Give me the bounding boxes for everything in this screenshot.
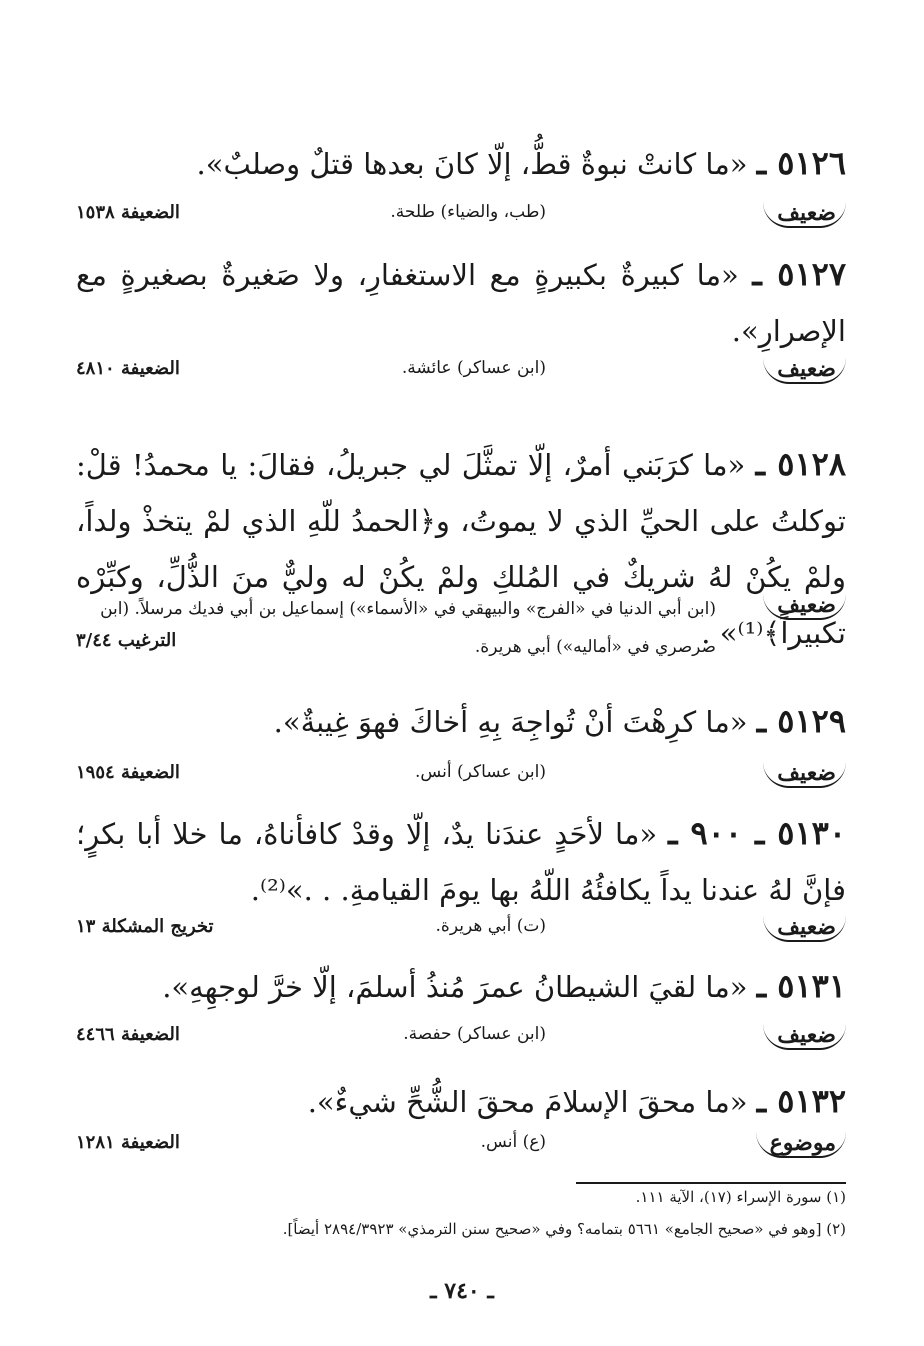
grade-label: ضعيف [763,592,846,620]
hadith-entry [76,693,846,750]
footnote-divider [576,1182,846,1184]
reference: الضعيفة ٤٨١٠ [76,358,180,379]
source-row [76,758,846,802]
hadith-number: ٥١٢٧ ـ [752,255,847,293]
footnote: (١) سورة الإسراء (١٧)، الآية ١١١. [635,1188,846,1206]
hadith-text: «ما محقَ الإسلامَ محقَ الشُّحِّ شيءٌ». [307,1085,748,1119]
source-row [76,354,846,398]
reference: الضعيفة ١٩٥٤ [76,762,180,783]
hadith-number: ٥١٣١ ـ [756,967,846,1005]
hadith-text: «ما لأحَدٍ عندَنا يدٌ، إلّا وقدْ كافأناهُ، ما خلا أبا بكرٍ؛ فإنَّ لهُ عندنا يداً يكافئُهُ اللّهُ بها يومَ القيامةِ. . .»⁽²⁾. [76,817,846,907]
hadith-entry [76,135,846,192]
source-text: (ع) أنس. [480,1132,546,1152]
hadith-text: «ما كانتْ نبوةٌ قطُّ، إلّا كانَ بعدها قتلٌ وصلبٌ». [196,147,748,181]
source-row [76,912,846,956]
grade-label: ضعيف [763,200,846,228]
hadith-entry [76,805,846,918]
source-text: (ابن عساكر) أنس. [415,762,546,782]
source-row [76,1128,846,1172]
source-text: (طب، والضياء) طلحة. [390,202,546,222]
reference: الضعيفة ١٥٣٨ [76,202,180,223]
source-row [76,590,846,670]
source-text: (ابن أبي الدنيا في «الفرج» والبيهقي في «الأسماء») إسماعيل بن أبي فديك مرسلاً. (ابن صرصري في «أماليه») أبي هريرة. [100,599,716,657]
hadith-entry [76,1073,846,1130]
reference: الضعيفة ٤٤٦٦ [76,1024,180,1045]
hadith-number: ٥١٢٦ ـ [756,144,846,182]
grade-label: ضعيف [763,760,846,788]
grade-label: موضوع [756,1130,846,1158]
hadith-number: ٥١٢٩ ـ [756,702,846,740]
source-row [76,1020,846,1064]
page-number: ـ ٧٤٠ ـ [430,1278,494,1304]
hadith-text: «ما لقيَ الشيطانُ عمرَ مُنذُ أسلمَ، إلّا خرَّ لوجهِهِ». [162,970,748,1004]
hadith-text: «ما كرِهْتَ أنْ تُواجِهَ بِهِ أخاكَ فهوَ غِيبةٌ». [273,705,748,739]
hadith-text: «ما كبيرةٌ بكبيرةٍ مع الاستغفارِ، ولا صَغيرةٌ بصغيرةٍ مع الإصرارِ». [76,258,846,348]
source-row [76,198,846,242]
grade-label: ضعيف [763,914,846,942]
source-text: (ابن عساكر) عائشة. [401,358,546,378]
grade-label: ضعيف [763,356,846,384]
reference: تخريج المشكلة ١٣ [76,916,214,937]
hadith-number: ٥١٢٨ ـ [755,445,847,483]
reference: الترغيب ٣/٤٤ [76,630,177,651]
grade-label: ضعيف [763,1022,846,1050]
hadith-number: ٥١٣٢ ـ [756,1082,846,1120]
hadith-text: «ما كرَبَني أمرٌ، إلّا تمثَّلَ لي جبريلُ، فقالَ: يا محمدُ! قلْ: توكلتُ على الحيِّ الذي لا يموتُ، و﴿الحمدُ للّهِ الذي لمْ يتخذْ ولداً، ولمْ يكُنْ لهُ شريكٌ في المُلكِ ولمْ يكُنْ له وليٌّ منَ الذُّلِّ، وكبِّرْه تكبيراً﴾⁽¹⁾» . [76,448,846,650]
hadith-entry [76,958,846,1015]
source-text: (ابن عساكر) حفصة. [403,1024,546,1044]
source-text: (ت) أبي هريرة. [435,916,546,936]
hadith-number: ٥١٣٠ ـ ٩٠٠ ـ [668,814,847,852]
footnote: (٢) [وهو في «صحيح الجامع» ٥٦٦١ بتمامه؟ وفي «صحيح سنن الترمذي» ٢٨٩٤/٣٩٢٣ أيضاً]. [282,1220,846,1238]
hadith-entry [76,246,846,359]
reference: الضعيفة ١٢٨١ [76,1132,180,1153]
